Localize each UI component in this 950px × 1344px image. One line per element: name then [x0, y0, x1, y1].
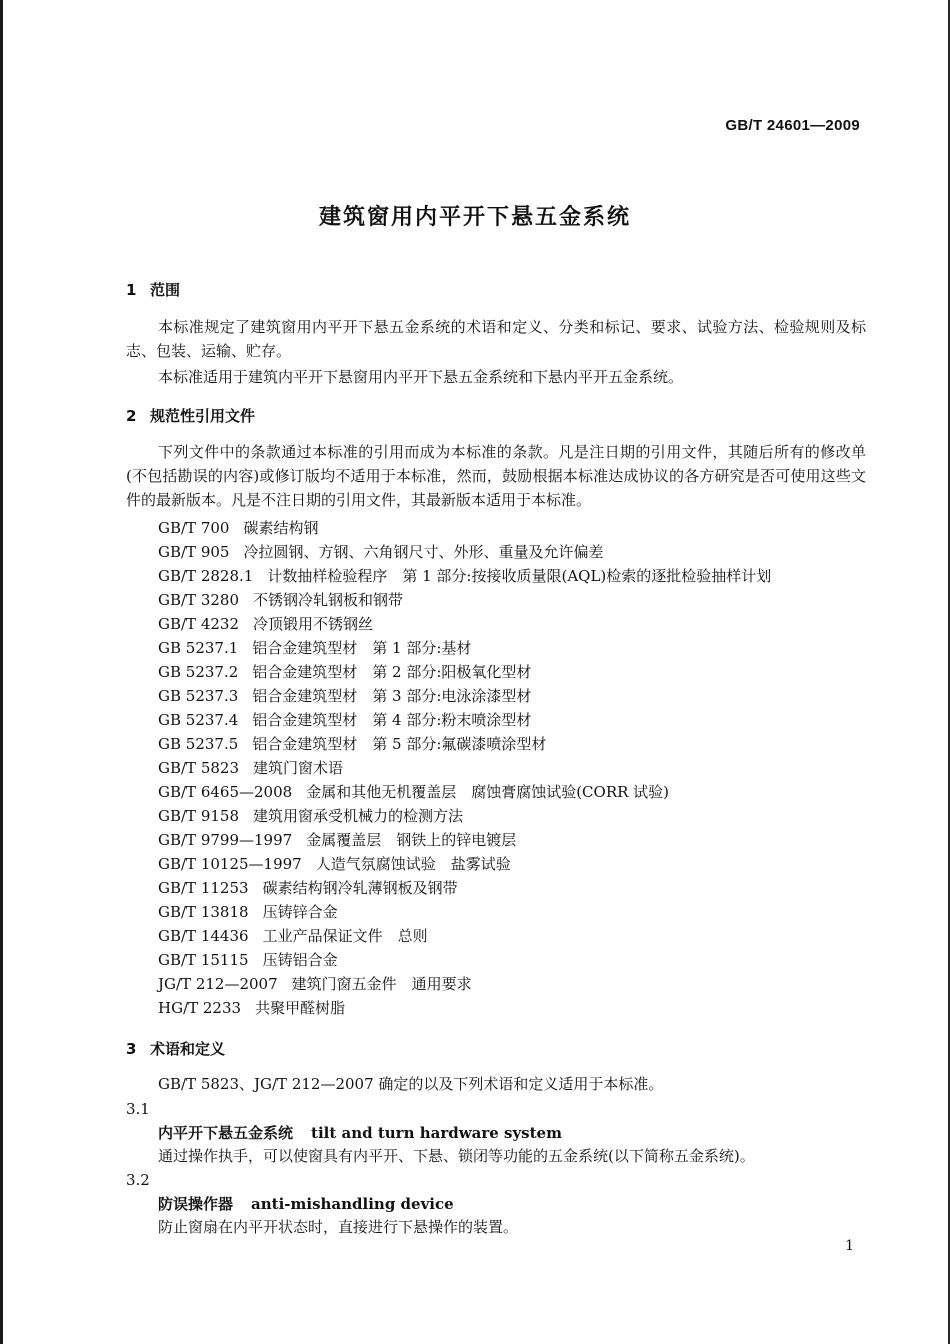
reference-code: GB/T 700	[158, 519, 230, 537]
reference-code: GB/T 905	[158, 543, 230, 561]
document-title: 建筑窗用内平开下悬五金系统	[318, 205, 631, 230]
reference-title: 压铸锌合金	[262, 903, 338, 921]
reference-code: GB/T 2828.1	[158, 567, 254, 585]
reference-code: GB/T 5823	[158, 759, 240, 777]
reference-title: 计数抽样检验程序 第 1 部分:按接收质量限(AQL)检索的逐批检验抽样计划	[267, 567, 772, 585]
page-number: 1	[845, 1238, 854, 1254]
reference-code: GB 5237.1	[158, 639, 239, 657]
section-number: 3	[126, 1040, 137, 1058]
scope-paragraph-2: 本标准适用于建筑内平开下悬窗用内平开下悬五金系统和下悬内平开五金系统。	[158, 368, 684, 386]
section-1-heading	[126, 279, 180, 300]
reference-code: GB/T 13818	[158, 903, 249, 921]
section-title: 规范性引用文件	[150, 407, 256, 425]
reference-title: 人造气氛腐蚀试验 盐雾试验	[315, 855, 511, 873]
term-definition: 通过操作执手，可以使窗具有内平开、下悬、锁闭等功能的五金系统(以下简称五金系统)。	[158, 1147, 755, 1165]
reference-title: 建筑门窗五金件 通用要求	[291, 975, 472, 993]
reference-code: GB 5237.5	[158, 735, 239, 753]
reference-code: GB/T 9158	[158, 807, 240, 825]
reference-item	[158, 780, 771, 804]
reference-title: 金属覆盖层 钢铁上的锌电镀层	[306, 831, 517, 849]
reference-title: 碳素结构钢冷轧薄钢板及钢带	[262, 879, 458, 897]
reference-item	[158, 876, 771, 900]
reference-item	[158, 996, 771, 1020]
reference-title: 压铸铝合金	[262, 951, 338, 969]
section-2-heading	[126, 405, 255, 426]
reference-item	[158, 588, 771, 612]
reference-item	[158, 756, 771, 780]
scope-paragraph-1: 本标准规定了建筑窗用内平开下悬五金系统的术语和定义、分类和标记、要求、试验方法、检验规则及标志、包装、运输、贮存。	[126, 318, 866, 360]
reference-title: 铝合金建筑型材 第 4 部分:粉末喷涂型材	[252, 711, 532, 729]
section-number: 1	[126, 281, 137, 299]
clause-number: 3.1	[126, 1100, 150, 1118]
reference-item	[158, 972, 771, 996]
reference-title: 铝合金建筑型材 第 5 部分:氟碳漆喷涂型材	[252, 735, 547, 753]
reference-code: GB 5237.4	[158, 711, 239, 729]
reference-item	[158, 660, 771, 684]
reference-title: 铝合金建筑型材 第 3 部分:电泳涂漆型材	[252, 687, 532, 705]
reference-item	[158, 540, 771, 564]
reference-title: 共聚甲醛树脂	[255, 999, 346, 1017]
reference-code: GB 5237.3	[158, 687, 239, 705]
standard-code: GB/T 24601—2009	[725, 117, 860, 134]
reference-code: GB/T 14436	[158, 927, 249, 945]
reference-title: 工业产品保证文件 总则	[262, 927, 428, 945]
reference-item	[158, 948, 771, 972]
reference-code: GB/T 15115	[158, 951, 249, 969]
term-entry	[158, 1193, 454, 1214]
references-intro: 下列文件中的条款通过本标准的引用而成为本标准的条款。凡是注日期的引用文件，其随后所有的修改单(不包括勘误的内容)或修订版均不适用于本标准，然而，鼓励根据本标准达成协议的各方研究是否可使用这些文件的最新版本。凡是不注日期的引用文件，其最新版本适用于本标准。	[126, 443, 866, 509]
reference-item	[158, 924, 771, 948]
term-chinese: 内平开下悬五金系统	[158, 1124, 294, 1142]
terms-intro: GB/T 5823、JG/T 212—2007 确定的以及下列术语和定义适用于本标准。	[158, 1075, 664, 1093]
reference-code: JG/T 212—2007	[158, 975, 278, 993]
reference-item	[158, 636, 771, 660]
reference-item	[158, 732, 771, 756]
reference-item	[158, 852, 771, 876]
reference-item	[158, 828, 771, 852]
reference-code: HG/T 2233	[158, 999, 242, 1017]
term-chinese: 防误操作器	[158, 1195, 234, 1213]
reference-code: GB/T 6465—2008	[158, 783, 293, 801]
reference-code: GB/T 9799—1997	[158, 831, 293, 849]
reference-item	[158, 804, 771, 828]
clause-number: 3.2	[126, 1171, 150, 1189]
term-english: anti-mishandling device	[251, 1195, 454, 1213]
reference-item	[158, 708, 771, 732]
reference-code: GB/T 4232	[158, 615, 240, 633]
reference-item	[158, 564, 771, 588]
term-english: tilt and turn hardware system	[311, 1124, 562, 1142]
reference-item	[158, 900, 771, 924]
reference-code: GB/T 3280	[158, 591, 240, 609]
reference-item	[158, 612, 771, 636]
section-title: 范围	[150, 281, 181, 299]
section-3-heading	[126, 1038, 225, 1059]
reference-title: 不锈钢冷轧钢板和钢带	[253, 591, 404, 609]
reference-title: 碳素结构钢	[243, 519, 319, 537]
term-definition: 防止窗扇在内平开状态时，直接进行下悬操作的装置。	[158, 1218, 519, 1236]
reference-title: 金属和其他无机覆盖层 腐蚀膏腐蚀试验(CORR 试验)	[306, 783, 670, 801]
reference-list	[158, 516, 771, 1020]
reference-title: 铝合金建筑型材 第 1 部分:基材	[252, 639, 472, 657]
reference-code: GB/T 11253	[158, 879, 249, 897]
reference-title: 建筑用窗承受机械力的检测方法	[253, 807, 464, 825]
reference-title: 冷拉圆钢、方钢、六角钢尺寸、外形、重量及允许偏差	[243, 543, 604, 561]
reference-title: 建筑门窗术语	[253, 759, 344, 777]
reference-title: 铝合金建筑型材 第 2 部分:阳极氧化型材	[252, 663, 532, 681]
reference-code: GB 5237.2	[158, 663, 239, 681]
section-number: 2	[126, 407, 137, 425]
reference-title: 冷顶锻用不锈钢丝	[253, 615, 374, 633]
reference-item	[158, 684, 771, 708]
reference-code: GB/T 10125—1997	[158, 855, 302, 873]
term-entry	[158, 1122, 562, 1143]
section-title: 术语和定义	[150, 1040, 226, 1058]
reference-item	[158, 516, 771, 540]
